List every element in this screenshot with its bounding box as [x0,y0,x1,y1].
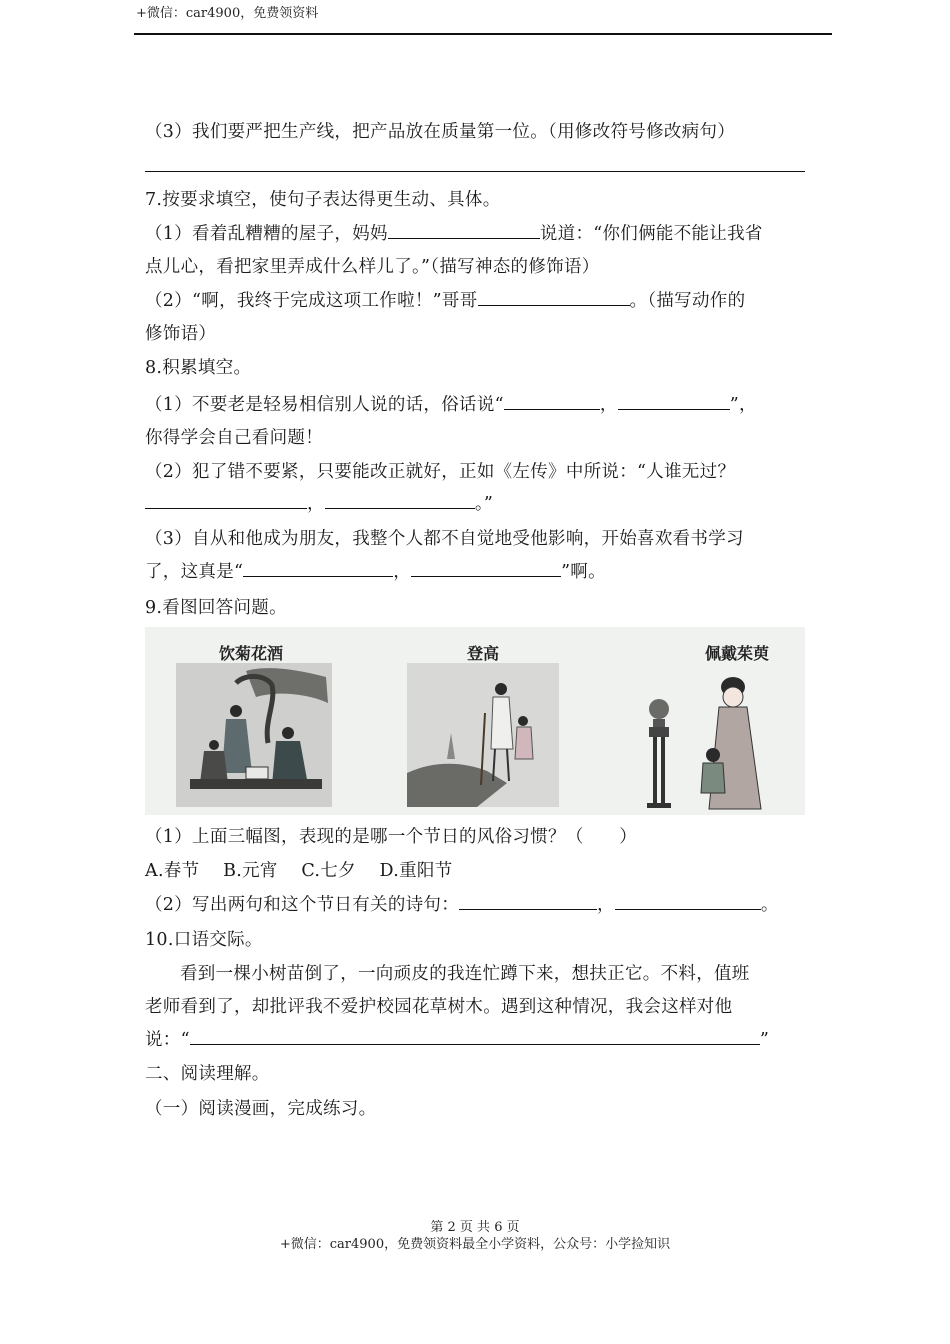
q8-blank-3b[interactable] [411,560,561,577]
q8-blank-1b[interactable] [618,393,730,410]
q10-paragraph-line-3 [145,1026,769,1051]
q10-say-suffix: ” [759,1030,770,1050]
q7-item-1 [145,220,763,245]
caption-climb-heights: 登高 [467,644,500,663]
q6-item-3: （3）我们要严把生产线，把产品放在质量第一位。（用修改符号修改病句） [145,122,736,142]
q8-blank-1a[interactable] [504,393,600,410]
q9-blank-poem-1[interactable] [459,893,597,910]
page-number: 第 2 页 共 6 页 [430,1220,520,1235]
festival-picture-strip [145,627,805,815]
q8-blank-2b[interactable] [325,492,475,509]
caption-wear-dogwood: 佩戴茱萸 [705,644,770,663]
q8-item-2: （2）犯了错不要紧，只要能改正就好，正如《左传》中所说：“人谁无过？ [145,462,736,482]
q8-item-1-comma: ， [599,395,618,415]
q8-blank-3a[interactable] [243,560,393,577]
q8-item-3-text-b: 了，这真是“ [145,562,244,582]
q7-blank-2[interactable] [478,289,630,306]
q7-item-2-text-a: （2）“啊，我终于完成这项工作啦！”哥哥 [145,291,478,311]
q8-item-3-end: ”啊。 [561,562,606,582]
q10-answer-blank[interactable] [190,1028,760,1045]
q7-item-2 [145,287,745,312]
q8-item-1-text-c: ”， [729,395,757,415]
header-note: +微信：car4900，免费领资料 [136,6,319,21]
q7-item-1-text-b: 说道：“你们俩能不能让我省 [539,224,763,244]
q7-item-2-text-b: 。（描写动作的 [629,291,746,311]
q9-title: 9.看图回答问题。 [145,598,287,618]
q9-blank-poem-2[interactable] [615,893,761,910]
picture-wearing-dogwood [639,663,799,813]
q7-title: 7.按要求填空，使句子表达得更生动、具体。 [145,190,501,210]
footer-note: +微信：car4900，免费领资料最全小学资料，公众号：小学捡知识 [279,1237,671,1252]
q8-item-3-cont [145,558,606,583]
q9-item-2-comma: ， [597,895,615,915]
q8-item-1 [145,391,757,416]
q6-answer-line[interactable] [145,171,805,172]
q7-item-1-text-a: （1）看着乱糟糟的屋子，妈妈 [145,224,388,244]
section-2-subtitle: （一）阅读漫画，完成练习。 [145,1099,377,1119]
q9-item-1: （1）上面三幅图，表现的是哪一个节日的风俗习惯？（ ） [145,827,638,847]
q8-item-3-comma: ， [393,562,412,582]
picture-drinking-wine [176,663,332,807]
picture-climbing-height [407,663,559,807]
caption-drink-chrysanthemum-wine: 饮菊花酒 [219,644,284,663]
q10-paragraph-line-2: 老师看到了，却批评我不爱护校园花草树木。遇到这种情况，我会这样对他 [145,997,733,1017]
q7-item-2-cont: 修饰语） [145,324,217,344]
header-rule [134,33,832,35]
q7-blank-1[interactable] [388,222,540,239]
q10-say-prefix: 说：“ [145,1030,190,1050]
q7-item-1-cont: 点儿心，看把家里弄成什么样儿了。”（描写神态的修饰语） [145,257,600,277]
q9-item-2 [145,891,779,916]
q8-title: 8.积累填空。 [145,358,252,378]
q8-item-2-cont [145,490,493,515]
q9-options: A.春节 B.元宵 C.七夕 D.重阳节 [145,861,453,881]
q10-title: 10.口语交际。 [145,930,263,950]
q8-item-1-text-a: （1）不要老是轻易相信别人说的话，俗话说“ [145,395,504,415]
q10-paragraph-line-1: 看到一棵小树苗倒了，一向顽皮的我连忙蹲下来，想扶正它。不料，值班 [180,964,750,984]
q8-item-1-cont: 你得学会自己看问题！ [145,428,323,448]
q8-item-3: （3）自从和他成为朋友，我整个人都不自觉地受他影响，开始喜欢看书学习 [145,529,744,549]
q8-blank-2a[interactable] [145,492,307,509]
q8-item-2-end: 。” [474,494,494,514]
q8-item-2-comma: ， [307,494,325,514]
section-2-title: 二、阅读理解。 [145,1064,270,1084]
q9-item-2-text-a: （2）写出两句和这个节日有关的诗句： [145,895,460,915]
q9-item-2-end: 。 [760,895,779,915]
